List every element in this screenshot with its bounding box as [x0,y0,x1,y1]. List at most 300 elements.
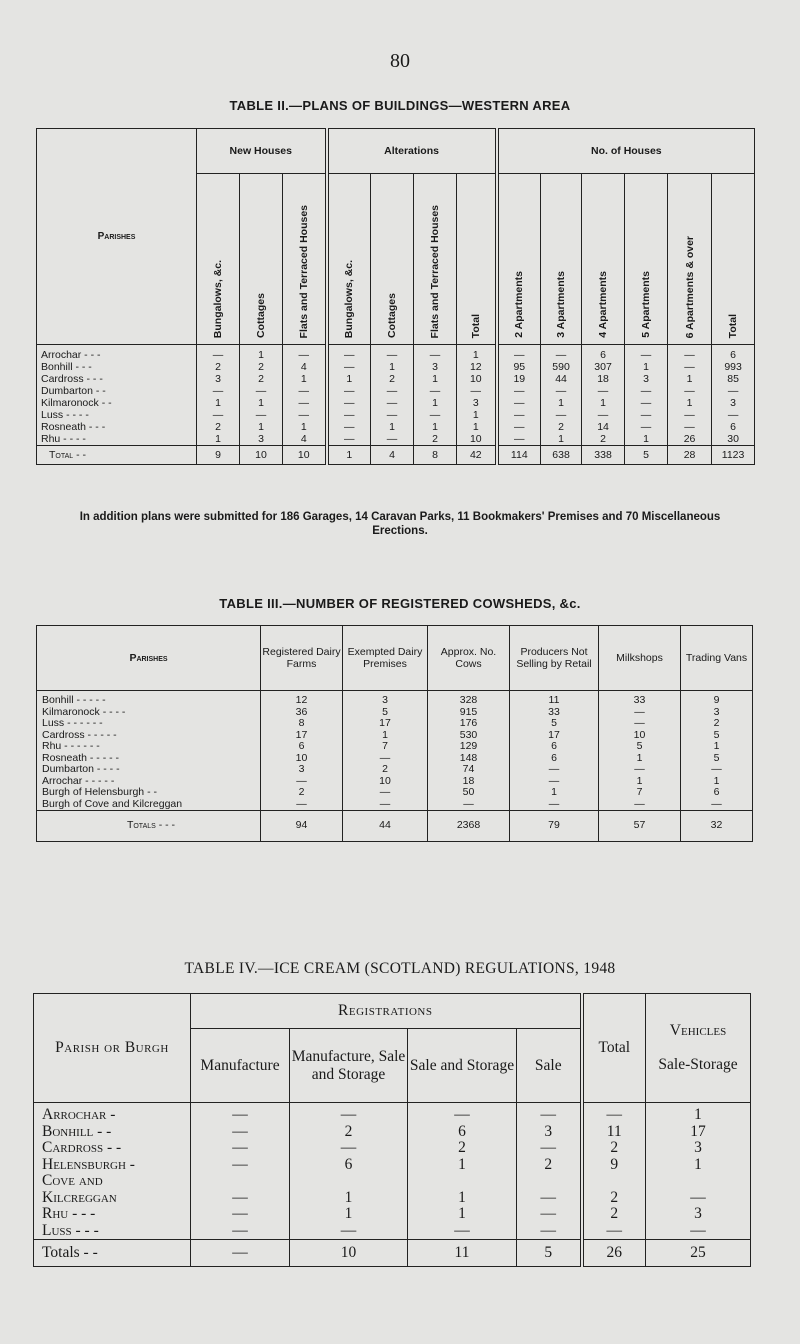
cell-value: — [343,799,428,811]
cell-value: 28 [668,446,712,465]
cell-value: 19 [497,373,541,385]
cell-value: 1 [197,433,240,446]
t2-col-label: Total [727,313,740,338]
cell-value: — [625,385,668,397]
cell-value: 5 [510,718,599,730]
cell-value: — [625,397,668,409]
table-row [34,1223,751,1240]
parish-name: Arrochar - - - - - [37,776,261,788]
cell-value: 10 [240,446,283,465]
cell-value [408,1173,517,1190]
cell-value: 3 [517,1124,582,1141]
cell-value: 18 [428,776,510,788]
table-row [37,764,753,776]
cell-value: 1 [457,421,497,433]
t2-col-label: 3 Apartments [555,271,568,338]
t2-col-label: Flats and Terraced Houses [297,204,310,338]
cell-value: 10 [290,1240,408,1267]
cell-value: — [681,764,753,776]
t2-col-label: Flats and Terraced Houses [429,204,442,338]
cell-value: — [261,776,343,788]
group-new-houses: New Houses [197,129,327,174]
t2-col-label: Total [469,313,482,338]
cell-value: 9 [582,1157,646,1174]
t2-col-header [457,174,497,345]
cell-value: 1 [371,361,414,373]
t2-col-header [625,174,668,345]
cell-value: 1 [240,421,283,433]
cell-value: 2 [371,373,414,385]
vehicles-sub-label: Sale-Storage [658,1056,738,1073]
cell-value: 50 [428,787,510,799]
cell-value: 10 [283,446,327,465]
cell-value: 6 [261,741,343,753]
cell-value: — [283,385,327,397]
cell-value: — [191,1190,290,1207]
cell-value: — [599,799,681,811]
cell-value: — [517,1103,582,1124]
cell-value: 4 [283,361,327,373]
cell-value: — [457,385,497,397]
col-parishes: Parishes [37,626,261,691]
table-row [37,741,753,753]
cell-value: 14 [582,421,625,433]
cell-value: 148 [428,753,510,765]
table-row [37,409,755,421]
col-parishes: Parishes [37,129,197,345]
cell-value: 4 [283,433,327,446]
parish-name: Luss - - - [34,1223,191,1240]
t2-col-header [668,174,712,345]
parish-name: Arrochar - - - [37,345,197,362]
vehicles-label: Vehicles [669,1022,727,1039]
cell-value: 6 [510,753,599,765]
cell-value: 74 [428,764,510,776]
parish-name: Total - - [37,446,197,465]
cell-value: — [408,1103,517,1124]
cell-value: 1 [240,345,283,362]
cell-value: 1 [681,776,753,788]
parish-name: Dumbarton - - [37,385,197,397]
table-row [37,421,755,433]
table3-caption: TABLE III.—NUMBER OF REGISTERED COWSHEDS, &c. [219,596,581,611]
cell-value: 2 [541,421,582,433]
cell-value: 10 [261,753,343,765]
cell-value: 3 [625,373,668,385]
cell-value: 3 [197,373,240,385]
total-row [37,811,753,842]
cell-value: 1 [625,361,668,373]
cell-value: — [283,397,327,409]
cell-value: 42 [457,446,497,465]
cell-value [290,1173,408,1190]
cell-value: 338 [582,446,625,465]
col-total: Total [582,994,646,1103]
cell-value: — [343,787,428,799]
cell-value: — [191,1103,290,1124]
cell-value: — [541,345,582,362]
page-number: 80 [390,50,410,72]
cell-value: — [668,361,712,373]
cell-value: 57 [599,811,681,842]
cell-value: 26 [668,433,712,446]
cell-value: 1 [371,421,414,433]
cell-value: 3 [681,707,753,719]
cell-value: — [283,409,327,421]
cell-value: 3 [646,1206,751,1223]
cell-value: 6 [408,1124,517,1141]
cell-value: — [517,1223,582,1240]
cell-value: 1 [414,421,457,433]
cell-value: 2 [582,1190,646,1207]
cell-value: — [327,433,371,446]
cell-value: 3 [457,397,497,409]
cell-value: 2368 [428,811,510,842]
table-row [34,1103,751,1124]
cell-value: 3 [240,433,283,446]
cell-value: 1 [240,397,283,409]
cell-value: 95 [497,361,541,373]
total-row [37,446,755,465]
cell-value: — [371,397,414,409]
table-row [37,753,753,765]
cell-value: 5 [517,1240,582,1267]
cell-value: 2 [582,1206,646,1223]
t2-col-label: Cottages [255,293,267,338]
t2-col-header [497,174,541,345]
cell-value: — [240,385,283,397]
cell-value: 44 [343,811,428,842]
t4-col-header: Manufacture [191,1029,290,1103]
cell-value: — [497,385,541,397]
parish-name: Rosneath - - - [37,421,197,433]
cell-value: — [668,409,712,421]
col-parish-or-burgh: Parish or Burgh [34,994,191,1103]
cell-value: — [668,345,712,362]
cell-value: 2 [517,1157,582,1174]
cell-value: — [497,421,541,433]
cell-value: 1 [668,397,712,409]
cell-value: — [197,409,240,421]
cell-value: — [327,421,371,433]
parish-name: Bonhill - - - - - [37,691,261,707]
cell-value: — [712,409,755,421]
t2-col-header [371,174,414,345]
t4-col-header: Sale and Storage [408,1029,517,1103]
table-row [34,1206,751,1223]
cell-value: 2 [582,433,625,446]
cell-value: 11 [582,1124,646,1141]
t3-col-header: Trading Vans [681,626,753,691]
cell-value: 36 [261,707,343,719]
cell-value: — [191,1223,290,1240]
cell-value: 1 [283,373,327,385]
cell-value: 307 [582,361,625,373]
cell-value: — [371,345,414,362]
cell-value [646,1173,751,1190]
cell-value: — [582,385,625,397]
table-row [37,373,755,385]
cell-value: — [191,1140,290,1157]
cell-value: 1 [457,345,497,362]
cell-value: — [625,345,668,362]
cell-value: 5 [343,707,428,719]
cell-value: — [582,1223,646,1240]
t3-col-header: Exempted Dairy Premises [343,626,428,691]
t2-col-label: Bungalows, &c. [343,259,356,338]
cell-value: — [497,409,541,421]
cell-value: — [599,707,681,719]
table-row [34,1173,751,1190]
t3-col-header: Producers Not Selling by Retail [510,626,599,691]
cell-value: 129 [428,741,510,753]
col-vehicles [646,994,751,1103]
cell-value: 1 [510,787,599,799]
table-row [34,1157,751,1174]
t2-col-label: 4 Apartments [597,271,610,338]
cell-value: — [497,397,541,409]
cell-value: 3 [712,397,755,409]
cell-value: 30 [712,433,755,446]
table-row [34,1140,751,1157]
table-row [37,385,755,397]
cell-value: — [343,753,428,765]
t3-col-header: Milkshops [599,626,681,691]
parish-name: Arrochar - [34,1103,191,1124]
cell-value: 1 [646,1103,751,1124]
cell-value: 1 [681,741,753,753]
cell-value: — [191,1240,290,1267]
cell-value: — [414,345,457,362]
cell-value: 1 [408,1190,517,1207]
cell-value: 3 [261,764,343,776]
cell-value: 2 [197,421,240,433]
cell-value: 915 [428,707,510,719]
parish-name: Kilmaronock - - - - [37,707,261,719]
cell-value: — [191,1206,290,1223]
cell-value: 9 [681,691,753,707]
table-row [37,433,755,446]
t2-col-header [240,174,283,345]
parish-name: Rosneath - - - - - [37,753,261,765]
parish-name: Dumbarton - - - - [37,764,261,776]
cell-value: 79 [510,811,599,842]
cell-value: 7 [343,741,428,753]
cell-value: 32 [681,811,753,842]
cell-value: 1 [197,397,240,409]
table-row [37,718,753,730]
group-no-of-houses: No. of Houses [497,129,755,174]
cell-value: 94 [261,811,343,842]
cell-value: 6 [290,1157,408,1174]
cell-value: 12 [457,361,497,373]
parish-name: Rhu - - - - [37,433,197,446]
cell-value: 328 [428,691,510,707]
cell-value: — [290,1223,408,1240]
cell-value: 4 [371,446,414,465]
cell-value: 7 [599,787,681,799]
cell-value: — [371,433,414,446]
cell-value: 2 [240,373,283,385]
cell-value: — [497,433,541,446]
cell-value: 1 [327,446,371,465]
cell-value: 3 [343,691,428,707]
cell-value: 1 [408,1206,517,1223]
cell-value: — [646,1190,751,1207]
cell-value: — [712,385,755,397]
cell-value: — [191,1124,290,1141]
cell-value: — [371,409,414,421]
table-row [37,691,753,707]
parish-name: Bonhill - - [34,1124,191,1141]
cell-value: — [327,397,371,409]
table-row [37,707,753,719]
cell-value: 8 [261,718,343,730]
cell-value: 25 [646,1240,751,1267]
t4-col-header: Manufacture, Sale and Storage [290,1029,408,1103]
cell-value: — [290,1103,408,1124]
cell-value: — [497,345,541,362]
cell-value: 114 [497,446,541,465]
cell-value: 1 [414,373,457,385]
cell-value: — [625,421,668,433]
cell-value: 1 [283,421,327,433]
parish-name: Cardross - - - - - [37,730,261,742]
cell-value: — [327,361,371,373]
table-row [34,1190,751,1207]
cell-value: — [599,764,681,776]
cell-value [191,1173,290,1190]
cell-value: 1 [408,1157,517,1174]
cell-value: — [197,345,240,362]
parish-name: Kilmaronock - - [37,397,197,409]
cell-value: 17 [646,1124,751,1141]
t2-col-label: Bungalows, &c. [212,259,224,338]
cell-value: — [408,1223,517,1240]
parish-name: Luss - - - - - - [37,718,261,730]
cell-value: 530 [428,730,510,742]
t2-col-label: 2 Apartments [513,271,526,338]
table2-note: In addition plans were submitted for 186 Garages, 14 Caravan Parks, 11 Bookmakers' Premises and 70 Miscellaneous Erections. [79,511,721,537]
cell-value: 1 [290,1190,408,1207]
cell-value: 10 [343,776,428,788]
parish-name: Rhu - - - - - - [37,741,261,753]
cell-value: 1123 [712,446,755,465]
cell-value: — [414,385,457,397]
t3-col-header: Registered Dairy Farms [261,626,343,691]
total-row [34,1240,751,1267]
cell-value: 12 [261,691,343,707]
parish-name: Bonhill - - - [37,361,197,373]
table-row [37,345,755,362]
cell-value: — [599,718,681,730]
cell-value: 33 [510,707,599,719]
cell-value: — [541,385,582,397]
table2-caption: TABLE II.—PLANS OF BUILDINGS—WESTERN AREA [229,98,571,113]
cell-value: 1 [541,433,582,446]
cell-value: 993 [712,361,755,373]
t2-col-header [541,174,582,345]
parish-name: Luss - - - - [37,409,197,421]
cell-value: — [517,1206,582,1223]
parish-name: Cove and [34,1173,191,1190]
cell-value: 5 [599,741,681,753]
parish-name: Cardross - - [34,1140,191,1157]
table2-building-plans [36,128,755,465]
cell-value: 6 [510,741,599,753]
cell-value: — [283,345,327,362]
t2-col-label: Cottages [386,293,399,338]
cell-value: 5 [681,730,753,742]
cell-value: — [681,799,753,811]
cell-value: 6 [681,787,753,799]
cell-value: 2 [343,764,428,776]
cell-value: — [517,1140,582,1157]
t2-col-label: 5 Apartments [640,271,653,338]
cell-value: 2 [414,433,457,446]
t2-col-header [327,174,371,345]
table-row [37,799,753,811]
t2-col-label: 6 Apartments & over [683,235,696,338]
cell-value: 2 [290,1124,408,1141]
cell-value: 44 [541,373,582,385]
cell-value: 8 [414,446,457,465]
cell-value: — [668,385,712,397]
cell-value: 2 [197,361,240,373]
cell-value: 10 [599,730,681,742]
table-row [37,397,755,409]
cell-value: 9 [197,446,240,465]
cell-value: 6 [712,421,755,433]
cell-value: 1 [582,397,625,409]
cell-value: 1 [599,753,681,765]
cell-value: 2 [681,718,753,730]
cell-value: — [261,799,343,811]
cell-value: — [582,409,625,421]
cell-value: 2 [408,1140,517,1157]
cell-value: 1 [646,1157,751,1174]
cell-value: 5 [625,446,668,465]
parish-name: Totals - - - [37,811,261,842]
cell-value: 1 [668,373,712,385]
cell-value: 638 [541,446,582,465]
cell-value: 17 [343,718,428,730]
cell-value: 6 [712,345,755,362]
cell-value: 26 [582,1240,646,1267]
cell-value: — [510,764,599,776]
cell-value: 1 [343,730,428,742]
cell-value: 1 [541,397,582,409]
cell-value: 1 [290,1206,408,1223]
cell-value [517,1173,582,1190]
table-row [37,361,755,373]
cell-value: — [625,409,668,421]
t2-col-header [414,174,457,345]
cell-value: 11 [408,1240,517,1267]
cell-value: 17 [261,730,343,742]
t2-col-header [283,174,327,345]
parish-name: Totals - - [34,1240,191,1267]
cell-value: 2 [261,787,343,799]
cell-value: — [510,799,599,811]
table-row [34,1124,751,1141]
cell-value: 1 [414,397,457,409]
parish-name: Rhu - - - [34,1206,191,1223]
parish-name: Helensburgh - [34,1157,191,1174]
table3-cowsheds [36,625,753,842]
cell-value: — [582,1103,646,1124]
cell-value: 10 [457,373,497,385]
